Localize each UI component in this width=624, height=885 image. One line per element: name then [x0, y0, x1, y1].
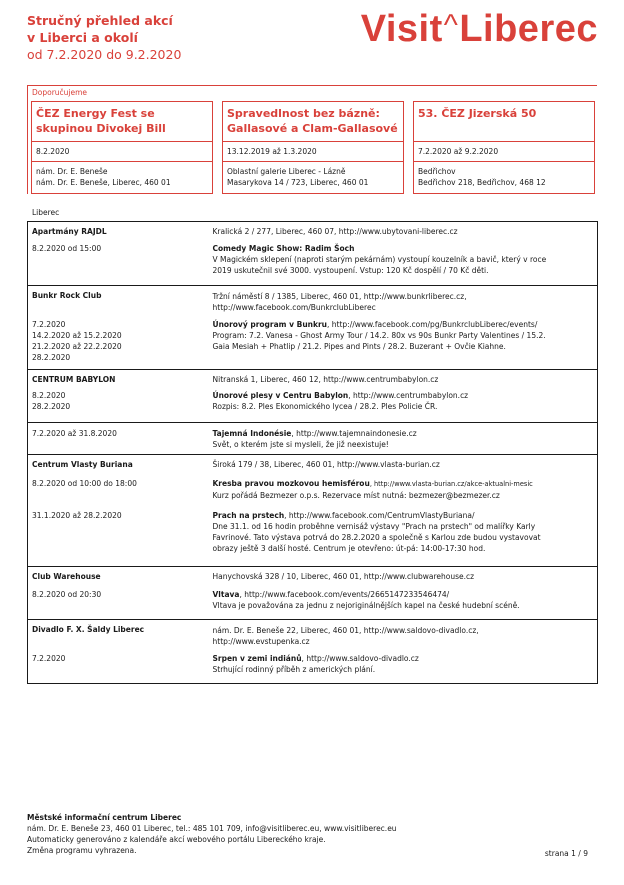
event-title: Prach na prstech [212, 510, 285, 520]
card-full-address: Masarykova 14 / 723, Liberec, 460 01 [227, 178, 369, 187]
title-line-1: Stručný přehled akcí [27, 13, 173, 28]
card-full-address: Bedřichov 218, Bedřichov, 468 12 [418, 178, 546, 187]
event-date: 8.2.2020 [32, 390, 66, 400]
event-description: Program: 7.2. Vanesa - Ghost Army Tour / 14.2. 80x vs 90s Bunkr Party Valentines / 15.2. [212, 330, 546, 340]
page-number: strana 1 / 9 [544, 849, 588, 858]
event-description: Favrinové. Tato výstava potrvá do 28.2.2020 a společně s Karlou zde budou vystavovat [212, 532, 541, 542]
venue-address: Tržní náměstí 8 / 1385, Liberec, 460 01, http://www.bunkrliberec.cz, [212, 292, 467, 301]
card-address [223, 162, 403, 192]
recommended-card [31, 101, 213, 194]
venue-address: Nitranská 1, Liberec, 460 12, http://www.centrumbabylon.cz [212, 375, 439, 384]
event-date: 31.1.2020 až 28.2.2020 [32, 510, 122, 520]
event-row [28, 389, 598, 423]
card-address [414, 162, 594, 192]
event-row [28, 475, 598, 510]
venue-address: http://www.facebook.com/BunkrclubLiberec [212, 303, 376, 312]
event-date: 8.2.2020 od 15:00 [32, 243, 102, 253]
event-description: Rozpis: 8.2. Ples Ekonomického lycea / 28.2. Ples Policie ČR. [212, 401, 438, 411]
date-range: od 7.2.2020 do 9.2.2020 [27, 47, 182, 62]
venue-row [28, 567, 598, 588]
event-row [28, 510, 598, 567]
card-title: 53. ČEZ Jizerská 50 [414, 102, 594, 142]
city-heading: Liberec [32, 208, 60, 217]
event-title: Vltava [212, 589, 240, 599]
card-date: 7.2.2020 až 9.2.2020 [414, 142, 594, 162]
event-url[interactable]: , http://www.vlasta-burian.cz/akce-aktualni-mesic [369, 479, 533, 488]
event-title: Tajemná Indonésie [212, 429, 292, 438]
recommended-section [27, 85, 597, 194]
event-row [28, 588, 598, 620]
venue-address: Hanychovská 328 / 10, Liberec, 460 01, http://www.clubwarehouse.cz [212, 572, 475, 581]
event-date: 8.2.2020 od 20:30 [32, 589, 102, 599]
venue-address: Široká 179 / 38, Liberec, 460 01, http://www.vlasta-burian.cz [212, 460, 440, 469]
event-row [28, 650, 598, 684]
event-date: 21.2.2020 až 22.2.2020 [32, 341, 122, 351]
recommended-card [413, 101, 595, 194]
footer-contact: nám. Dr. E. Beneše 23, 460 01 Liberec, tel.: 485 101 709, info@visitliberec.eu, www.visitliberec.eu [27, 824, 397, 833]
event-description: 2019 uskutečnil své 3000. vystoupení. Vstup: 120 Kč dospělí / 70 Kč děti. [212, 265, 489, 275]
venue-row [28, 286, 598, 316]
event-date: 28.2.2020 [32, 401, 71, 411]
event-title: Kresba pravou mozkovou hemisférou [212, 478, 370, 488]
page-title [27, 12, 181, 63]
event-url[interactable]: , http://www.facebook.com/events/2665147233546474/ [239, 589, 450, 599]
card-title: Spravedlnost bez bázně: Gallasové a Clam-Gallasové [223, 102, 403, 142]
venue-name: Divadlo F. X. Šaldy Liberec [32, 625, 145, 634]
title-line-2: v Liberci a okolí [27, 30, 138, 45]
event-url[interactable]: , http://www.facebook.com/pg/BunkrclubLiberec/events/ [327, 319, 538, 329]
venue-name: CENTRUM BABYLON [32, 375, 116, 384]
event-url[interactable]: , http://www.saldovo-divadlo.cz [301, 653, 419, 663]
events-table [27, 221, 598, 684]
page-footer [27, 812, 397, 856]
logo-caret: ^ [443, 9, 459, 42]
event-title: Comedy Magic Show: Radim Šoch [212, 243, 355, 253]
event-date: 7.2.2020 [32, 319, 66, 329]
venue-row [28, 222, 598, 243]
event-row [28, 423, 598, 455]
footer-org: Městské informační centrum Liberec [27, 813, 182, 822]
event-description: Vltava je považována za jednu z nejoriginálnějších kapel na české hudební scéně. [212, 600, 520, 610]
card-date: 13.12.2019 až 1.3.2020 [223, 142, 403, 162]
venue-row [28, 370, 598, 389]
recommended-label: Doporučujeme [32, 88, 88, 97]
event-date: 28.2.2020 [32, 352, 71, 362]
venue-name: Apartmány RAJDL [32, 227, 107, 236]
venue-address: nám. Dr. E. Beneše 22, Liberec, 460 01, http://www.saldovo-divadlo.cz, [212, 626, 479, 635]
logo-liberec: Liberec [459, 8, 598, 50]
event-description: Svět, o kterém jste si mysleli, že již neexistuje! [212, 440, 389, 449]
recommended-card [222, 101, 404, 194]
card-date: 8.2.2020 [32, 142, 212, 162]
event-date: 14.2.2020 až 15.2.2020 [32, 330, 122, 340]
venue-address: http://www.evstupenka.cz [212, 637, 310, 646]
venue-row [28, 620, 598, 650]
footer-note: Změna programu vyhrazena. [27, 846, 137, 855]
venue-name: Bunkr Rock Club [32, 291, 102, 300]
event-description: Kurz pořádá Bezmezer o.p.s. Rezervace míst nutná: bezmezer@bezmezer.cz [212, 490, 500, 500]
venue-name: Centrum Vlasty Buriana [32, 460, 133, 469]
event-description: V Magickém sklepení (naproti starým pekárnám) vystoupí kouzelník a bavič, který v roce [212, 254, 547, 264]
card-place: Bedřichov [418, 167, 456, 176]
card-full-address: nám. Dr. E. Beneše, Liberec, 460 01 [36, 178, 171, 187]
event-description: Gaia Mesiah + Phatlip / 21.2. Pipes and Pints / 28.2. Buzerant + Ovčie Kiahne. [212, 341, 506, 351]
event-title: Srpen v zemi indiánů [212, 653, 302, 663]
event-title: Únorový program v Bunkru [212, 319, 328, 329]
card-address [32, 162, 212, 192]
event-title: Únorové plesy v Centru Babylon [212, 390, 349, 400]
card-title: ČEZ Energy Fest se skupinou Divokej Bill [32, 102, 212, 142]
event-url[interactable]: , http://www.tajemnaindonesie.cz [291, 429, 417, 438]
venue-name: Club Warehouse [32, 572, 101, 581]
event-url[interactable]: , http://www.centrumbabylon.cz [348, 390, 469, 400]
event-description: Strhující rodinný příběh z amerických plání. [212, 664, 376, 674]
footer-note: Automaticky generováno z kalendáře akcí webového portálu Libereckého kraje. [27, 835, 326, 844]
event-row [28, 316, 598, 370]
event-description: obrazy ještě 3 další hosté. Centrum je otevřeno: út-pá: 14:00-17:30 hod. [212, 543, 486, 553]
logo-visit: Visit [360, 8, 443, 50]
event-row [28, 243, 598, 286]
visit-liberec-logo [361, 8, 598, 51]
event-date: 8.2.2020 od 10:00 do 18:00 [32, 478, 137, 488]
card-place: Oblastní galerie Liberec - Lázně [227, 167, 346, 176]
venue-address: Kralická 2 / 277, Liberec, 460 07, http://www.ubytovani-liberec.cz [212, 227, 458, 236]
event-url[interactable]: , http://www.facebook.com/CentrumVlastyBuriana/ [284, 510, 475, 520]
event-date: 7.2.2020 [32, 653, 66, 663]
card-place: nám. Dr. E. Beneše [36, 167, 108, 176]
event-date: 7.2.2020 až 31.8.2020 [32, 429, 117, 438]
venue-row [28, 455, 598, 475]
event-description: Dne 31.1. od 16 hodin proběhne vernisáž výstavy "Prach na prstech" od malířky Karly [212, 521, 536, 531]
